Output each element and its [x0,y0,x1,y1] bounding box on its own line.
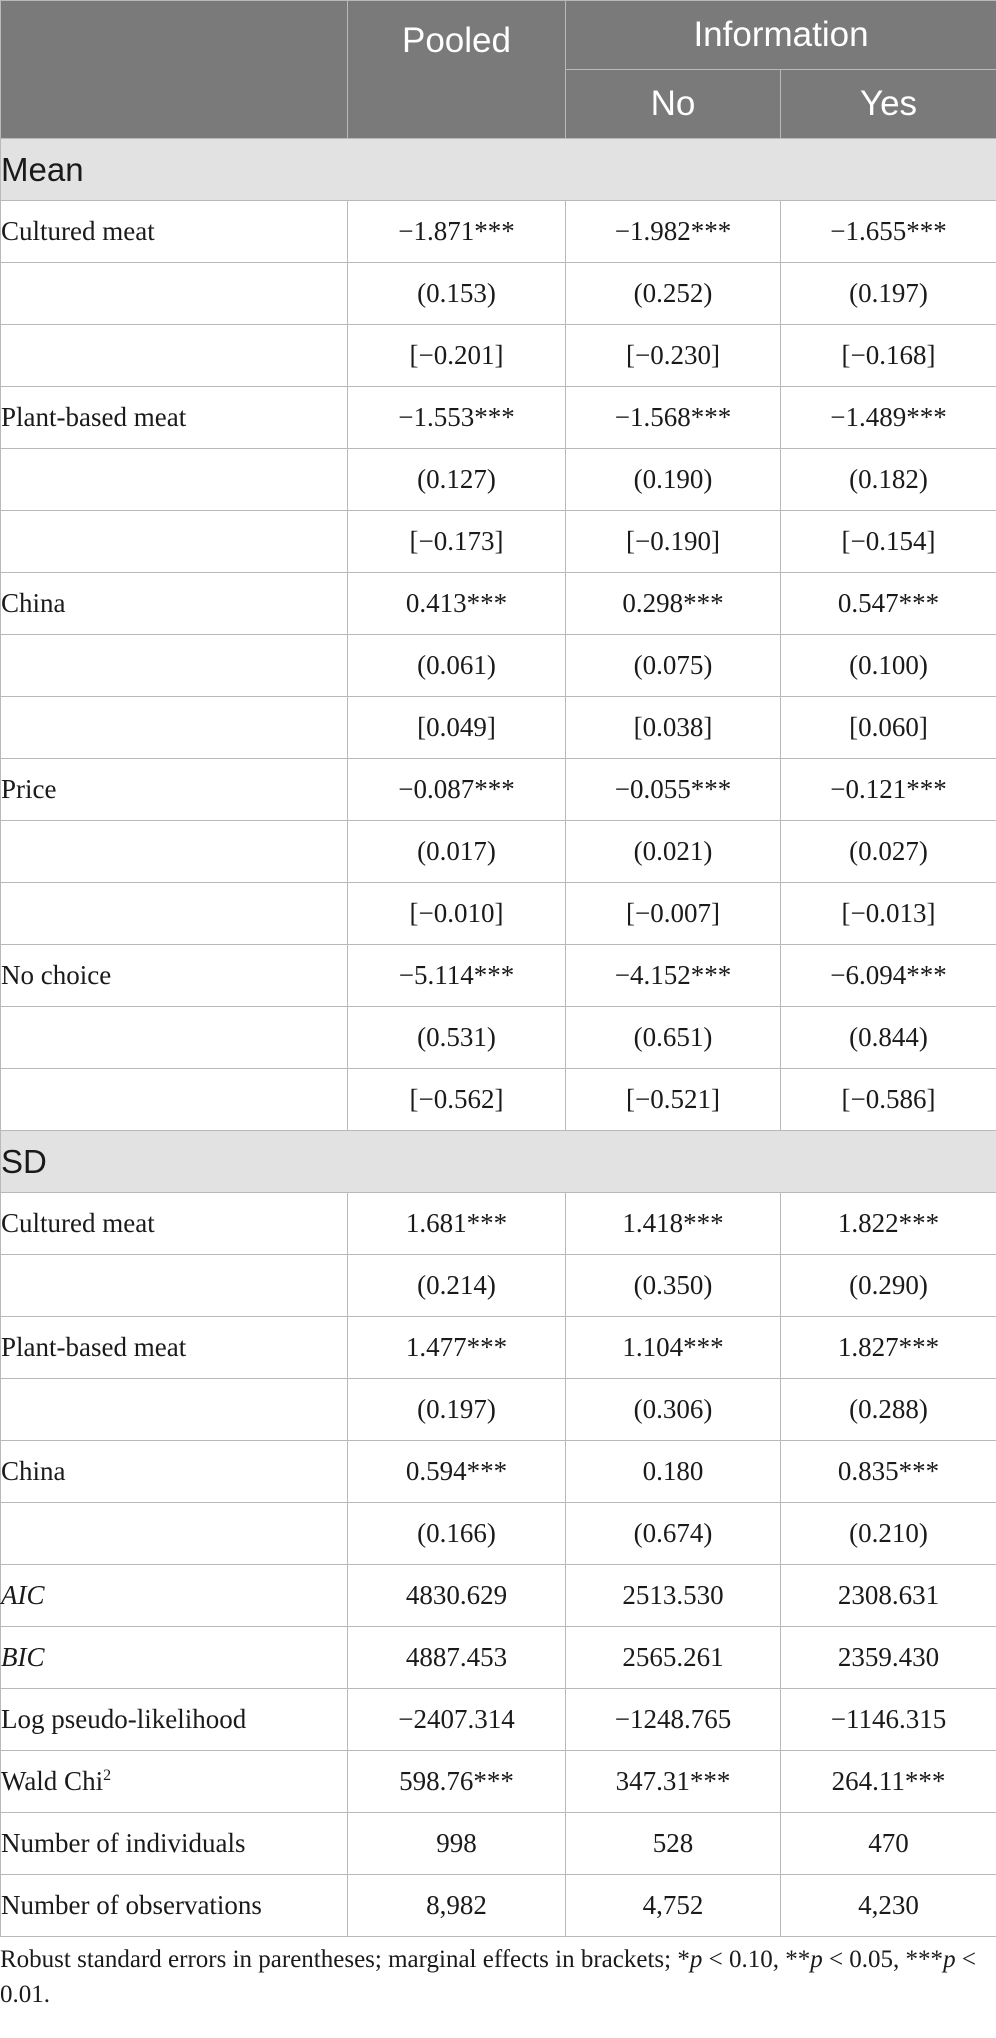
cell-pooled: [−0.010] [348,883,566,945]
cell-yes: 0.547*** [781,573,996,635]
cell-yes: [−0.586] [781,1069,996,1131]
row-label-empty [1,1007,348,1069]
cell-pooled: (0.531) [348,1007,566,1069]
table-row [1,821,996,883]
footnote-p-symbol: p [689,1946,703,1973]
cell-pooled: 0.594*** [348,1441,566,1503]
cell-pooled: (0.153) [348,263,566,325]
row-label-empty [1,697,348,759]
cell-pooled: [−0.173] [348,511,566,573]
cell-no: 1.418*** [566,1193,781,1255]
cell-yes: −1.655*** [781,201,996,263]
header-information: Information [566,1,996,70]
cell-yes: −6.094*** [781,945,996,1007]
cell-no: [−0.190] [566,511,781,573]
cell-pooled: (0.197) [348,1379,566,1441]
row-label-empty [1,635,348,697]
table-row [1,573,996,635]
cell-no: 2565.261 [566,1627,781,1689]
row-label-wald [1,1751,348,1813]
cell-yes: [0.060] [781,697,996,759]
row-label: BIC [1,1627,348,1689]
row-label: No choice [1,945,348,1007]
cell-yes: (0.210) [781,1503,996,1565]
table-row [1,511,996,573]
footnote-p-symbol: p [810,1946,823,1973]
cell-no: 2513.530 [566,1565,781,1627]
cell-no: 1.104*** [566,1317,781,1379]
cell-yes: 1.827*** [781,1317,996,1379]
section-row-mean [1,139,996,201]
cell-yes: (0.288) [781,1379,996,1441]
section-title-sd: SD [1,1131,996,1193]
table-row [1,1069,996,1131]
cell-no: [0.038] [566,697,781,759]
cell-yes: 0.835*** [781,1441,996,1503]
table-row [1,883,996,945]
header-no: No [566,70,781,139]
row-label-empty [1,263,348,325]
row-label: China [1,1441,348,1503]
cell-pooled: −0.087*** [348,759,566,821]
table-row [1,201,996,263]
cell-yes: 264.11*** [781,1751,996,1813]
cell-no: 4,752 [566,1875,781,1937]
footnote-text: Robust standard errors in parentheses; marginal effects in brackets; * [0,1946,690,1973]
cell-no: −1.568*** [566,387,781,449]
cell-pooled: 4830.629 [348,1565,566,1627]
row-label: Plant-based meat [1,387,348,449]
table-row [1,449,996,511]
wald-superscript: 2 [103,1767,112,1784]
cell-yes: 2359.430 [781,1627,996,1689]
table-row [1,263,996,325]
row-label: Number of observations [1,1875,348,1937]
row-label: Number of individuals [1,1813,348,1875]
cell-yes: (0.290) [781,1255,996,1317]
cell-no: 0.298*** [566,573,781,635]
cell-no: (0.651) [566,1007,781,1069]
table-row [1,1193,996,1255]
table-row [1,1441,996,1503]
table-row [1,697,996,759]
row-label-empty [1,1503,348,1565]
row-label-empty [1,883,348,945]
table-row [1,635,996,697]
cell-no: [−0.521] [566,1069,781,1131]
cell-yes: −1146.315 [781,1689,996,1751]
cell-no: 528 [566,1813,781,1875]
cell-pooled: (0.214) [348,1255,566,1317]
cell-pooled: 0.413*** [348,573,566,635]
cell-no: (0.190) [566,449,781,511]
cell-pooled: [−0.201] [348,325,566,387]
footnote-text: < 0.01. [0,1946,976,2008]
row-label: Log pseudo-likelihood [1,1689,348,1751]
cell-yes: −1.489*** [781,387,996,449]
cell-pooled: (0.166) [348,1503,566,1565]
row-label: Plant-based meat [1,1317,348,1379]
footnote-text: < 0.10, ** [702,1946,811,1973]
table-row [1,1007,996,1069]
cell-yes: (0.197) [781,263,996,325]
table-row [1,1875,996,1937]
table-row [1,759,996,821]
table-row [1,1255,996,1317]
row-label-empty [1,449,348,511]
table-row [1,1379,996,1441]
cell-no: [−0.230] [566,325,781,387]
row-label-empty [1,325,348,387]
row-label-empty [1,1379,348,1441]
header-blank [1,1,348,139]
cell-pooled: [−0.562] [348,1069,566,1131]
row-label-empty [1,1069,348,1131]
table-row [1,387,996,449]
row-label: Cultured meat [1,1193,348,1255]
section-title-mean: Mean [1,139,996,201]
cell-yes: [−0.013] [781,883,996,945]
row-label: China [1,573,348,635]
table-row [1,1565,996,1627]
cell-pooled: 598.76*** [348,1751,566,1813]
cell-no: (0.075) [566,635,781,697]
table-row [1,1751,996,1813]
table-row [1,1503,996,1565]
header-yes: Yes [781,70,996,139]
table-footnote [0,1942,990,2012]
cell-no: (0.021) [566,821,781,883]
cell-pooled: −1.871*** [348,201,566,263]
cell-pooled: [0.049] [348,697,566,759]
cell-pooled: 1.477*** [348,1317,566,1379]
cell-pooled: 8,982 [348,1875,566,1937]
cell-no: −4.152*** [566,945,781,1007]
cell-pooled: 4887.453 [348,1627,566,1689]
row-label: Price [1,759,348,821]
table-row [1,325,996,387]
table-row [1,1317,996,1379]
wald-label-text: Wald Chi [1,1766,104,1796]
row-label-empty [1,511,348,573]
footnote-p-symbol: p [943,1946,956,1973]
cell-yes: (0.844) [781,1007,996,1069]
row-label-empty [1,1255,348,1317]
cell-no: −1248.765 [566,1689,781,1751]
cell-no: 347.31*** [566,1751,781,1813]
cell-yes: 2308.631 [781,1565,996,1627]
header-row-top [1,1,996,70]
cell-no: (0.306) [566,1379,781,1441]
cell-pooled: (0.127) [348,449,566,511]
header-pooled: Pooled [348,1,566,139]
cell-pooled: −1.553*** [348,387,566,449]
cell-yes: −0.121*** [781,759,996,821]
cell-pooled: −2407.314 [348,1689,566,1751]
cell-yes: [−0.168] [781,325,996,387]
cell-pooled: 998 [348,1813,566,1875]
cell-yes: (0.182) [781,449,996,511]
row-label: AIC [1,1565,348,1627]
cell-no: −0.055*** [566,759,781,821]
cell-no: (0.252) [566,263,781,325]
row-label-empty [1,821,348,883]
cell-yes: (0.100) [781,635,996,697]
cell-yes: 470 [781,1813,996,1875]
footnote-text: < 0.05, *** [822,1946,944,1973]
cell-no: (0.674) [566,1503,781,1565]
cell-pooled: −5.114*** [348,945,566,1007]
section-row-sd [1,1131,996,1193]
cell-yes: [−0.154] [781,511,996,573]
cell-no: −1.982*** [566,201,781,263]
table-row [1,1689,996,1751]
cell-no: (0.350) [566,1255,781,1317]
table-row [1,945,996,1007]
table-row [1,1813,996,1875]
cell-yes: 4,230 [781,1875,996,1937]
cell-pooled: (0.061) [348,635,566,697]
cell-yes: (0.027) [781,821,996,883]
table-row [1,1627,996,1689]
cell-no: 0.180 [566,1441,781,1503]
cell-yes: 1.822*** [781,1193,996,1255]
cell-no: [−0.007] [566,883,781,945]
row-label: Cultured meat [1,201,348,263]
cell-pooled: 1.681*** [348,1193,566,1255]
cell-pooled: (0.017) [348,821,566,883]
